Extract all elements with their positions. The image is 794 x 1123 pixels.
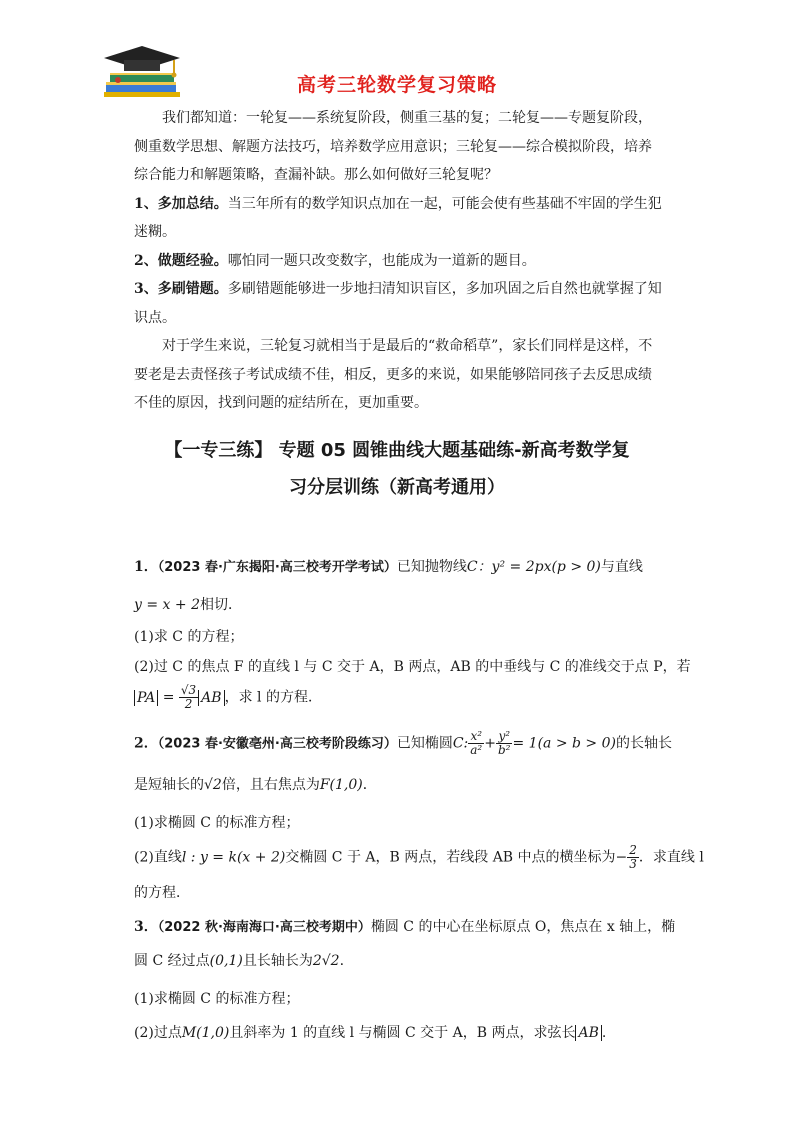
- q3-stem-line-1: [134, 916, 676, 936]
- q2-stem-b: 的长轴长: [615, 735, 672, 752]
- q1-number: 1．: [134, 559, 158, 575]
- tip-2-label: 2、做题经验。: [134, 252, 228, 269]
- q2-number: 2．: [134, 735, 158, 752]
- tip-1: [134, 190, 662, 247]
- tip-1-label: 1、多加总结。: [134, 195, 228, 212]
- q3-stem-a: 椭圆 C 的中心在坐标原点 O，焦点在 x 轴上，椭: [370, 919, 676, 935]
- q2-stem-line-1: 2．（2023 春·安徽亳州·高三校考阶段练习）已知椭圆C: $\frac{\text{x²}}{\text{a²}}$ + $\frac{\text{y²}}{\text{b²}}$ = 1(a > b > 0)的长轴长: [134, 729, 672, 757]
- q2-line-eq: l : y = k(x + 2): [181, 849, 286, 866]
- closing-paragraph: 对于学生来说，三轮复习就相当于是最后的“救命稻草”，家长们同样是这样，不要老是去责怪孩子考试成绩不佳，相反，更多的来说，如果能够陪同孩子去反思成绩不佳的原因，找到问题的症结所在，更加重要。: [134, 338, 653, 411]
- q3-m-point: M(1,0): [181, 1025, 230, 1041]
- q2-x2-over-a2: $\frac{\text{x²}}{\text{a²}}$: [470, 729, 483, 757]
- q1-line-eq: y = x + 2: [134, 597, 200, 613]
- q2-y2-over-b2: $\frac{\text{y²}}{\text{b²}}$: [497, 729, 511, 757]
- intro-paragraph: 我们都知道：一轮复——系统复阶段，侧重三基的复；二轮复——专题复阶段，侧重数学思想、解题方法技巧，培养数学应用意识；三轮复——综合模拟阶段，培养综合能力和解题策略，查漏补缺。那么如何做好三轮复呢？: [134, 110, 652, 183]
- q2-stem-line-2: 是短轴长的√2倍，且右焦点为F(1,0)．: [134, 777, 377, 793]
- q2-focus: F(1,0): [319, 777, 363, 793]
- q1-stem-b: 与直线: [600, 559, 643, 575]
- q2-part-1: (1)求椭圆 C 的标准方程；: [134, 815, 300, 831]
- q3-part-1: (1)求椭圆 C 的标准方程；: [134, 991, 300, 1007]
- q2-source: （2023 春·安徽亳州·高三校考阶段练习）: [157, 736, 397, 752]
- intro-section: [134, 104, 662, 418]
- q3-ab-abs: AB: [575, 1025, 601, 1041]
- q3-source: （2022 秋·海南海口·高三校考期中）: [157, 920, 371, 935]
- q2-part-2-line-2: 的方程．: [134, 885, 190, 901]
- tip-2: [134, 247, 662, 276]
- q1-stem-line-1: [134, 556, 664, 576]
- tip-1-text: 当三年所有的数学知识点加在一起，可能会使有些基础不牢固的学生犯迷糊。: [134, 195, 662, 240]
- q1-stem-line-2: [134, 594, 664, 614]
- tip-3-label: 3、多刷错题。: [134, 281, 228, 297]
- q1-parabola-eq: C：y² = 2px(p > 0): [466, 559, 601, 575]
- q3-number: 3．: [134, 919, 158, 935]
- tip-2-text: 哪怕同一题只改变数字，也能成为一道新的题目。: [227, 252, 536, 269]
- q2-stem-a: 已知椭圆: [396, 735, 453, 752]
- q1-stem-c: 相切．: [199, 597, 242, 613]
- q2-ellipse-c: C:: [452, 735, 469, 752]
- q3-point: (0,1): [209, 953, 243, 969]
- q1-stem-a: 已知抛物线: [396, 559, 467, 575]
- tip-3-text: 多刷错题能够进一步地扫清知识盲区，多加巩固之后自然也就掌握了知识点。: [134, 281, 662, 326]
- q1-pa-abs: PA: [134, 690, 158, 706]
- q2-ellipse-tail: = 1(a > b > 0): [512, 735, 616, 752]
- q2-two-thirds: $\frac{2}{3}$: [629, 843, 637, 871]
- tip-3: [134, 275, 662, 332]
- q1-sqrt3-over-2: $\frac{√3}{2}$: [180, 683, 197, 711]
- q1-ab-abs: AB: [198, 690, 224, 706]
- q3-part-2: (2)过点M(1,0)且斜率为 1 的直线 l 与椭圆 C 交于 A，B 两点，求弦长 AB .: [134, 1025, 607, 1041]
- q1-source: （2023 春·广东揭阳·高三校考开学考试）: [157, 560, 397, 575]
- strategy-title: 高考三轮数学复习策略: [296, 74, 497, 96]
- q3-stem-line-2: 圆 C 经过点(0,1)且长轴长为2√2.: [134, 953, 345, 969]
- q1-part-1: (1)求 C 的方程；: [134, 629, 244, 645]
- q2-sqrt2: √2: [204, 777, 222, 793]
- topic-heading-line-1: 【一专三练】 专题 05 圆锥曲线大题基础练-新高考数学复: [164, 440, 630, 461]
- q1-part-2-line-2: PA = $\frac{√3}{2}$ AB ，求 l 的方程．: [134, 684, 664, 711]
- topic-heading-line-2: 习分层训练（新高考通用）: [289, 477, 505, 498]
- topic-heading: [100, 432, 694, 506]
- q1-part-2-line-1: (2)过 C 的焦点 F 的直线 l 与 C 交于 A，B 两点，AB 的中垂线与 C 的准线交于点 P，若: [134, 659, 691, 675]
- q1-part-2-tail: ，求 l 的方程．: [224, 689, 322, 706]
- q2-part-2-line-1: (2)直线l : y = k(x + 2)交椭圆 C 于 A，B 两点，若线段 AB 中点的横坐标为− $\frac{2}{3}$ ．求直线 l: [134, 843, 704, 871]
- q3-length: 2√2: [312, 953, 340, 969]
